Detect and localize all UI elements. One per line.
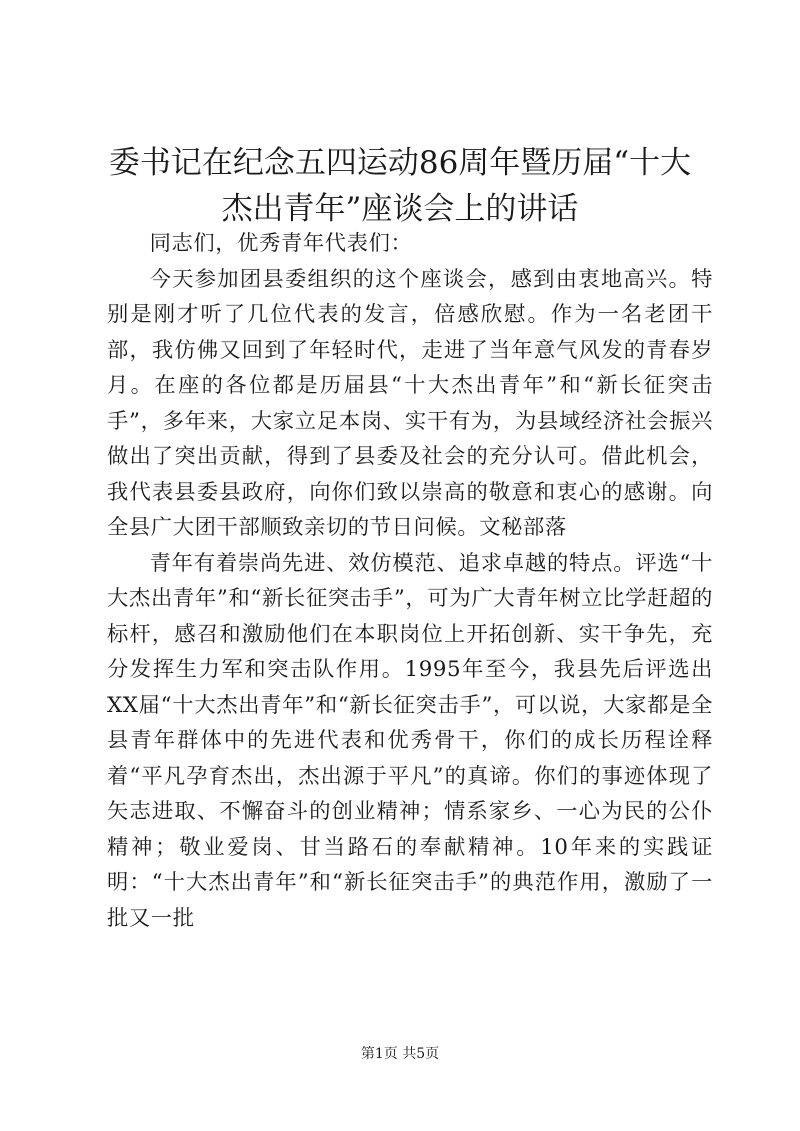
document-title [90,140,710,232]
salutation-paragraph: 同志们，优秀青年代表们： [149,231,413,256]
body-paragraph: 今天参加团县委组织的这个座谈会，感到由衷地高兴。特别是刚才听了几位代表的发言，倍感欣慰。作为一名老团干部，我仿佛又回到了年轻时代，走进了当年意气风发的青春岁月。在座的各位都是历届县“十大杰出青年”和“新长征突击手”，多年来，大家立足本岗、实干有为，为县域经济社会振兴做出了突出贡献，得到了县委及社会的充分认可。借此机会，我代表县委县政府，向你们致以崇高的敬意和衷心的感谢。向全县广大团干部顺致亲切的节日问候。文秘部落 [107,266,713,540]
page-number: 第1页 共5页 [360,1046,440,1062]
title-line-2: 杰出青年”座谈会上的讲话 [221,191,579,227]
document-body [107,226,713,936]
page-footer [0,1044,800,1064]
title-line-1: 委书记在纪念五四运动86周年暨历届“十大 [108,145,692,181]
body-paragraph: 青年有着崇尚先进、效仿模范、追求卓越的特点。评选“十大杰出青年”和“新长征突击手”，可为广大青年树立比学赶超的标杆，感召和激励他们在本职岗位上开拓创新、实干争先，充分发挥生力军和突击队作用。1995年至今，我县先后评选出XX届“十大杰出青年”和“新长征突击手”，可以说，大家都是全县青年群体中的先进代表和优秀骨干，你们的成长历程诠释着“平凡孕育杰出，杰出源于平凡”的真谛。你们的事迹体现了矢志进取、不懈奋斗的创业精神；情系家乡、一心为民的公仆精神；敬业爱岗、甘当路石的奉献精神。10年来的实践证明：“十大杰出青年”和“新长征突击手”的典范作用，激励了一批又一批 [107,550,713,931]
